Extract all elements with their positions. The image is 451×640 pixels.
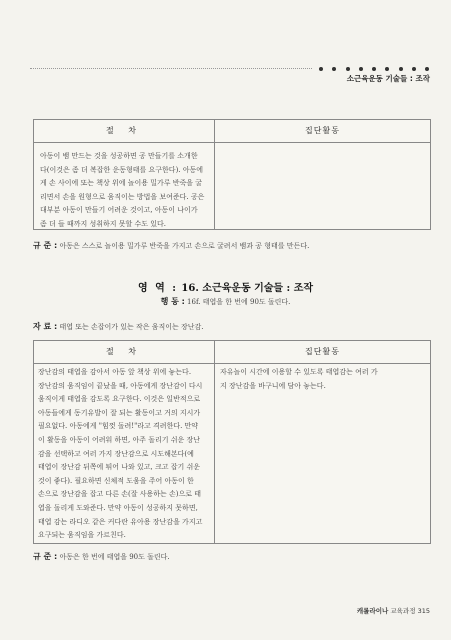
procedure-table-2	[33, 340, 431, 544]
page-footer	[330, 606, 430, 615]
procedure-table-1	[33, 119, 431, 230]
activity-label: 행 동 :	[160, 297, 185, 306]
text-line: 태엽이 장난감 뒤쪽에 튀어 나와 있고, 크고 잡기 쉬운	[38, 463, 201, 472]
column-divider	[214, 341, 215, 543]
materials-label: 자 료 :	[33, 322, 58, 331]
header-dots	[319, 67, 429, 71]
area-title: 16. 소근육운동 기술들 : 조작	[181, 283, 314, 294]
text-line: 태엽 감는 라디오 같은 커다란 유아용 장난감을 가지고	[38, 517, 203, 526]
text-line: 게 손 사이에 또는 책상 위에 놀이용 밀가루 반죽을 굴	[40, 179, 203, 188]
group-activity-text	[220, 366, 426, 393]
text-line: 요구되는 움직임을 가르친다.	[38, 531, 126, 540]
text-line: 좀 더 들 때까지 성취하지 못할 수도 있다.	[40, 219, 166, 228]
criterion-text: 아동은 스스로 놀이용 밀가루 반죽을 가지고 손으로 굴려서 뱀과 공 형태를 만든다.	[59, 242, 310, 250]
text-line: 엽을 돌리게 도와준다. 만약 아동이 성공하지 못하면,	[38, 503, 198, 512]
text-line: 다(이것은 좀 더 복잡한 운동형태를 요구한다). 아동에	[40, 165, 204, 174]
text-line: 대부분 아동이 만들기 어려운 것이고, 아동이 나이가	[40, 206, 198, 215]
criterion-text: 아동은 한 번에 태엽을 90도 돌린다.	[59, 553, 170, 561]
page-number: 315	[417, 607, 430, 615]
criterion-label: 규 준 :	[33, 241, 58, 250]
column-divider	[214, 120, 215, 229]
criterion-1	[33, 240, 309, 251]
column-header-procedure: 절 차	[106, 126, 142, 135]
text-line: 자유놀이 시간에 이용할 수 있도록 태엽감는 여러 가	[220, 368, 378, 376]
text-line: 필요없다. 아동에게 "힘껏 돌려!"라고 격려한다. 만약	[38, 422, 199, 431]
column-header-group-activity: 집단활동	[305, 126, 340, 135]
text-line: 지 장난감을 바구니에 담아 놓는다.	[220, 381, 326, 390]
text-line: 손으로 장난감을 잡고 다른 손(잘 사용하는 손)으로 태	[38, 490, 202, 499]
footer-brand: 캐롤라이나	[356, 607, 389, 615]
area-label: 영 역 :	[137, 283, 178, 294]
column-header-group-activity: 집단활동	[305, 347, 340, 356]
text-line: 장난감의 움직임이 끝났을 때, 아동에게 장난감이 다시	[38, 381, 203, 390]
text-line: 감을 선택하고 여러 가지 장난감으로 시도해본다(예	[38, 449, 194, 458]
section-heading	[0, 279, 451, 294]
text-line: 것이 좋다). 필요하면 신체적 도움을 주어 아동이 한	[38, 476, 194, 485]
procedure-text	[38, 366, 211, 543]
materials-text: 태엽 또는 손잡이가 있는 작은 움직이는 장난감.	[59, 323, 204, 331]
column-header-procedure: 절 차	[106, 347, 142, 356]
text-line: 움직이게 태엽을 감도록 요구한다. 이것은 일반적으로	[38, 395, 201, 404]
text-line: 리면서 손을 원형으로 움직이는 방법을 보여준다. 공은	[40, 192, 205, 201]
table-divider	[34, 363, 430, 364]
text-line: 이 활동을 아동이 어려워 하면, 아주 돌리기 쉬운 장난	[38, 435, 201, 444]
criterion-label: 규 준 :	[33, 552, 58, 561]
text-line: 아동들에게 동기유발이 잘 되는 활동이고 거의 지시가	[38, 408, 201, 417]
activity-text: 16f. 태엽을 한 번에 90도 돌린다.	[187, 298, 291, 306]
running-header: 소근육운동 기술들 : 조작	[346, 74, 430, 83]
header-rule	[30, 68, 312, 69]
activity-line	[0, 296, 451, 307]
procedure-text	[40, 150, 211, 232]
text-line: 장난감의 태엽을 감아서 아동 앞 책상 위에 놓는다.	[38, 368, 192, 376]
table-divider	[34, 142, 430, 143]
text-line: 아동이 뱀 만드는 것을 성공하면 공 만들기를 소개한	[40, 152, 198, 160]
footer-section: 교육과정	[390, 607, 416, 615]
criterion-2	[33, 551, 170, 562]
materials-line	[33, 321, 204, 332]
